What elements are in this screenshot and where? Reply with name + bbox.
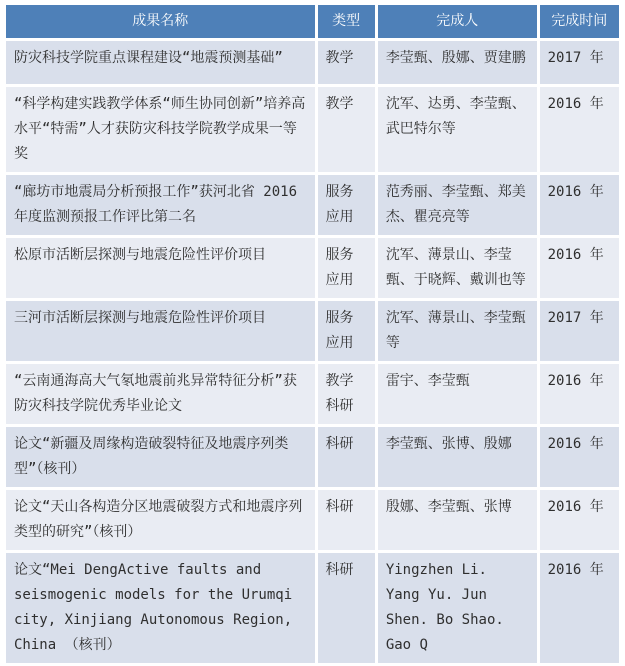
type-cell: 教学 xyxy=(318,41,375,84)
type-cell: 服务应用 xyxy=(318,175,375,235)
table-row xyxy=(6,553,619,663)
table-row xyxy=(6,41,619,84)
result-name-cell: 三河市活断层探测与地震危险性评价项目 xyxy=(6,301,315,361)
year-cell: 2016 年 xyxy=(540,175,619,235)
result-name-cell: “云南通海高大气氡地震前兆异常特征分析”获防灾科技学院优秀毕业论文 xyxy=(6,364,315,424)
type-cell: 服务应用 xyxy=(318,238,375,298)
result-name-cell: 论文“新疆及周缘构造破裂特征及地震序列类型”（核刊） xyxy=(6,427,315,487)
people-cell: Yingzhen Li. Yang Yu. Jun Shen. Bo Shao. Gao Q xyxy=(378,553,537,663)
table-row xyxy=(6,427,619,487)
type-cell: 科研 xyxy=(318,427,375,487)
people-cell: 范秀丽、李莹甄、郑美杰、瞿亮亮等 xyxy=(378,175,537,235)
people-cell: 雷宇、李莹甄 xyxy=(378,364,537,424)
table-row xyxy=(6,364,619,424)
table-row xyxy=(6,238,619,298)
people-cell: 李莹甄、张博、殷娜 xyxy=(378,427,537,487)
column-header-year: 完成时间 xyxy=(540,5,619,38)
people-cell: 沈军、薄景山、李莹甄、于晓辉、戴训也等 xyxy=(378,238,537,298)
result-name-cell: “廊坊市地震局分析预报工作”获河北省 2016 年度监测预报工作评比第二名 xyxy=(6,175,315,235)
type-cell: 科研 xyxy=(318,553,375,663)
people-cell: 殷娜、李莹甄、张博 xyxy=(378,490,537,550)
year-cell: 2016 年 xyxy=(540,553,619,663)
table-row xyxy=(6,87,619,172)
people-cell: 李莹甄、殷娜、贾建鹏 xyxy=(378,41,537,84)
year-cell: 2016 年 xyxy=(540,87,619,172)
people-cell: 沈军、薄景山、李莹甄等 xyxy=(378,301,537,361)
people-cell: 沈军、达勇、李莹甄、武巴特尔等 xyxy=(378,87,537,172)
type-cell: 科研 xyxy=(318,490,375,550)
column-header-type: 类型 xyxy=(318,5,375,38)
table-row xyxy=(6,490,619,550)
table-row xyxy=(6,175,619,235)
table-row xyxy=(6,301,619,361)
type-cell: 教学科研 xyxy=(318,364,375,424)
column-header-name: 成果名称 xyxy=(6,5,315,38)
table-header-row xyxy=(6,5,619,38)
column-header-people: 完成人 xyxy=(378,5,537,38)
year-cell: 2017 年 xyxy=(540,301,619,361)
year-cell: 2016 年 xyxy=(540,427,619,487)
type-cell: 服务应用 xyxy=(318,301,375,361)
result-name-cell: 论文“天山各构造分区地震破裂方式和地震序列类型的研究”（核刊） xyxy=(6,490,315,550)
type-cell: 教学 xyxy=(318,87,375,172)
result-name-cell: 论文“Mei DengActive faults and seismogenic models for the Urumqi city, Xinjiang Autonomous Region, China （核刊） xyxy=(6,553,315,663)
result-name-cell: 松原市活断层探测与地震危险性评价项目 xyxy=(6,238,315,298)
year-cell: 2016 年 xyxy=(540,490,619,550)
year-cell: 2017 年 xyxy=(540,41,619,84)
year-cell: 2016 年 xyxy=(540,364,619,424)
result-name-cell: “科学构建实践教学体系“师生协同创新”培养高水平“特需”人才获防灾科技学院教学成果一等奖 xyxy=(6,87,315,172)
result-name-cell: 防灾科技学院重点课程建设“地震预测基础” xyxy=(6,41,315,84)
results-table xyxy=(3,2,622,666)
year-cell: 2016 年 xyxy=(540,238,619,298)
